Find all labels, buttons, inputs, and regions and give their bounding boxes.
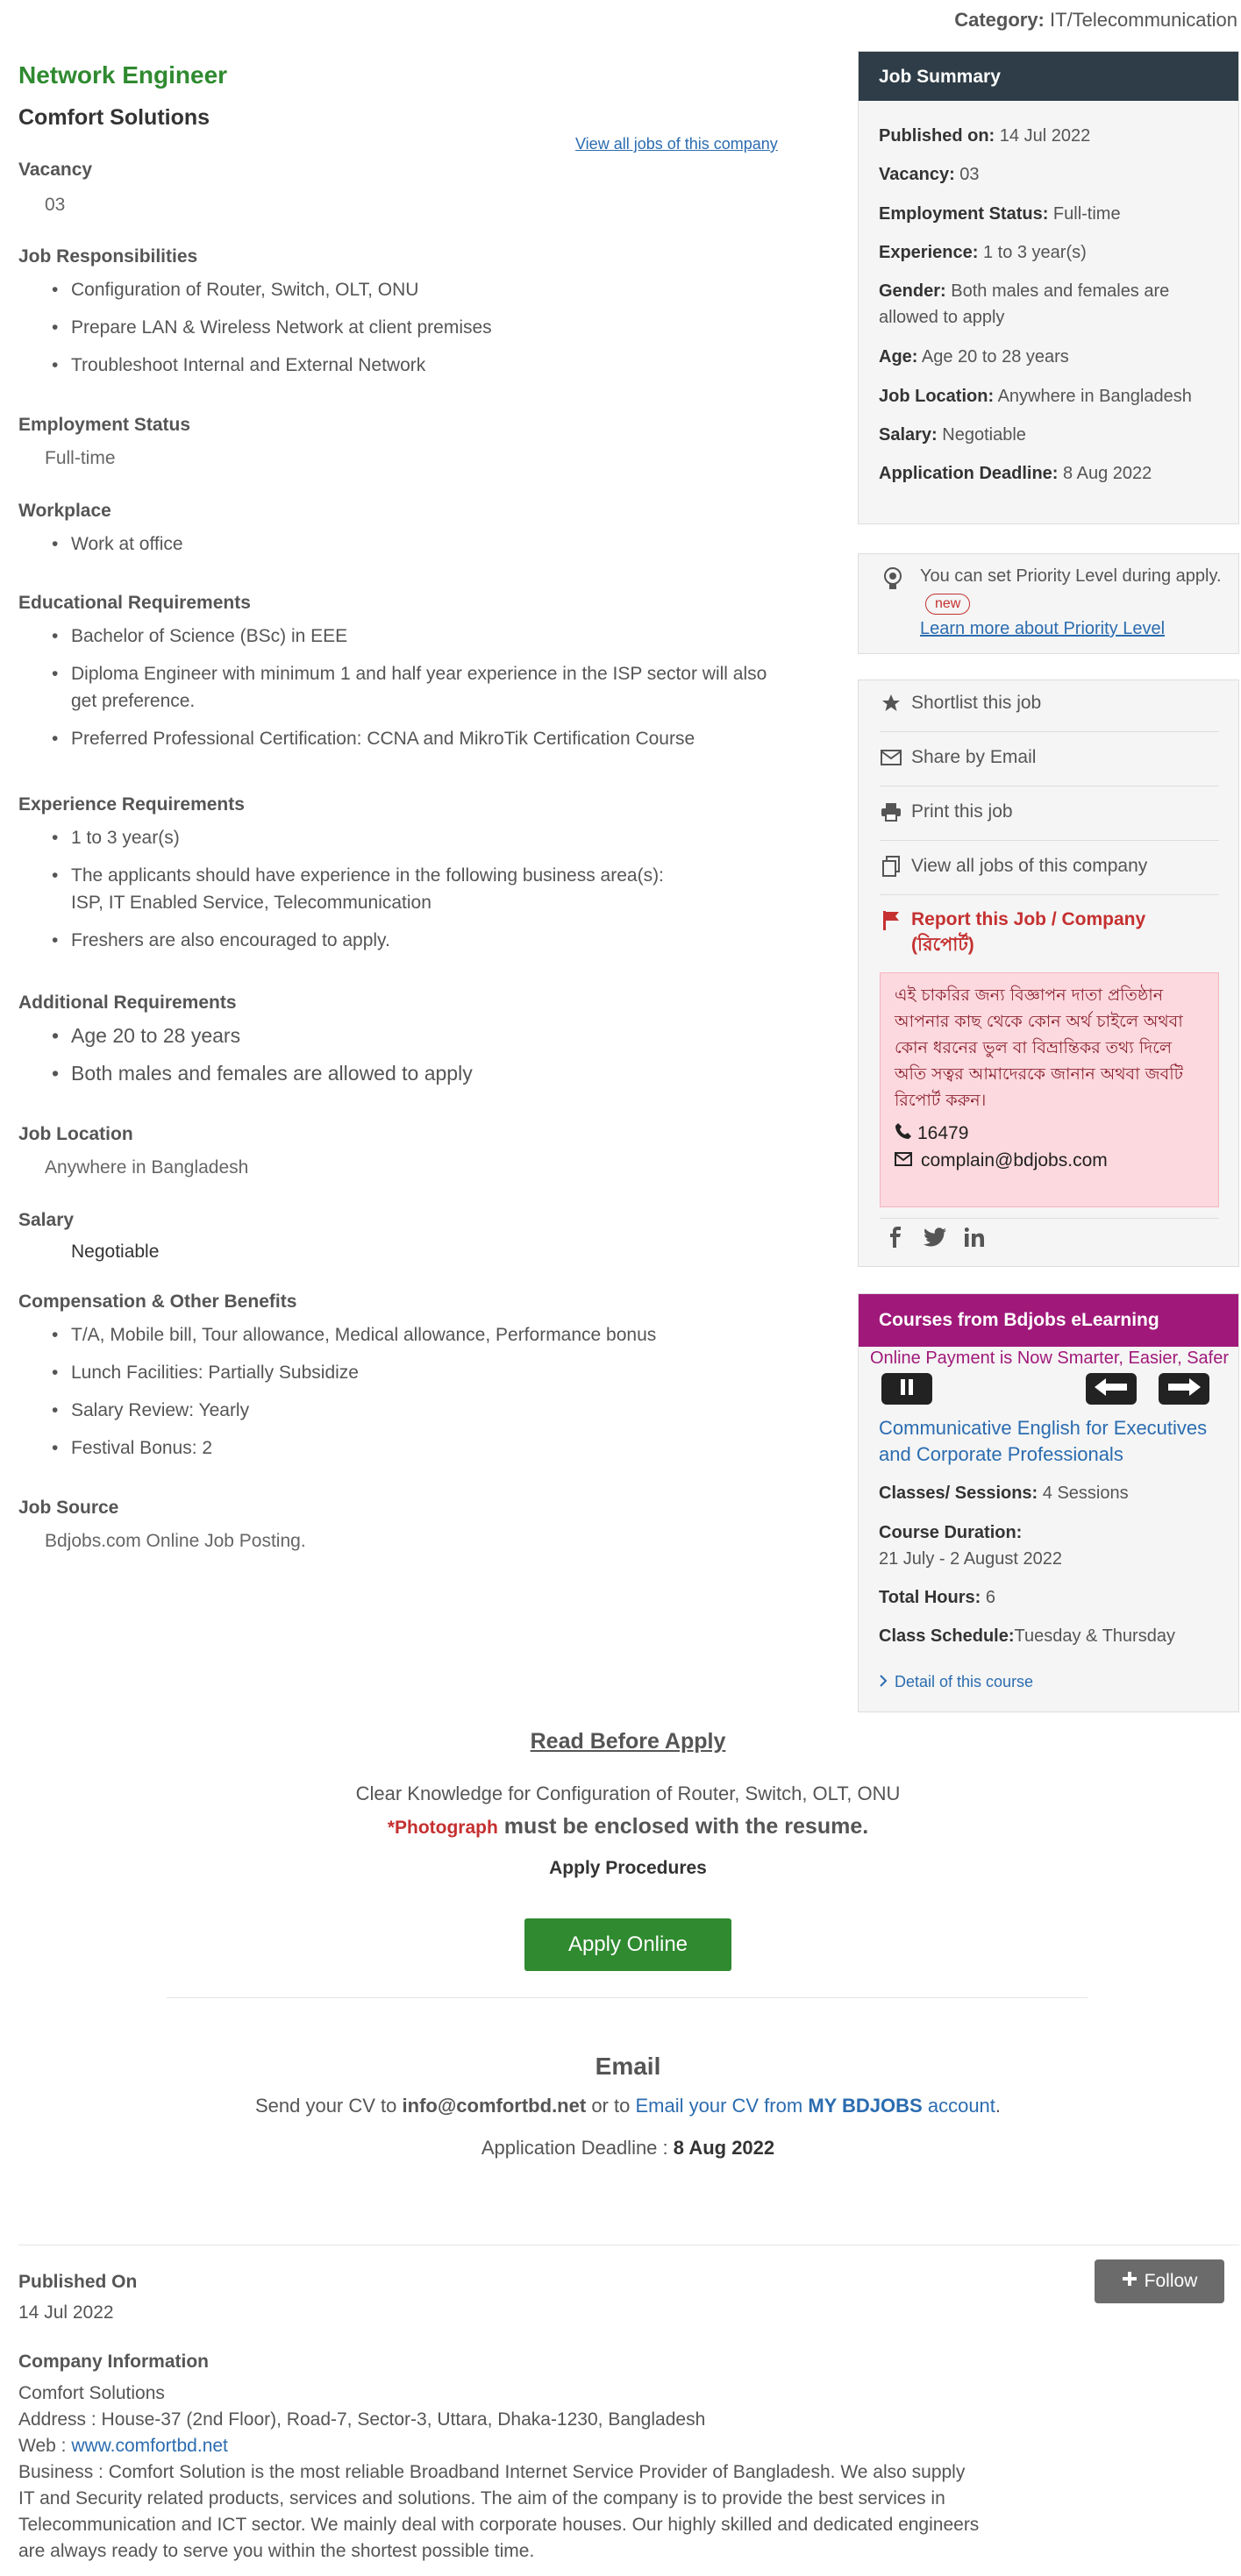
- priority-learn-more-link[interactable]: Learn more about Priority Level: [920, 619, 1166, 638]
- company-business-1: Business : Comfort Solution is the most reliable Broadband Internet Service Provider of Bangladesh. We also supply: [18, 2462, 966, 2482]
- photograph-note: [0, 1814, 1241, 1839]
- apply-procedures-title: Apply Procedures: [549, 1858, 707, 1878]
- priority-level-panel: [858, 553, 1239, 654]
- summary-vacancy: Vacancy: 03: [879, 165, 980, 184]
- course-schedule: Class Schedule:Tuesday & Thursday: [879, 1626, 1175, 1646]
- company-business-2: IT and Security related products, services and solutions. The aim of the company is to provide the best services in: [18, 2488, 945, 2508]
- summary-salary: Salary: Negotiable: [879, 425, 1026, 445]
- application-deadline: Application Deadline : 8 Aug 2022: [481, 2137, 775, 2159]
- company-business-3: Telecommunication and ICT sector. We mainly deal with corporate houses. Our highly skilled and dedicated engineers: [18, 2515, 980, 2535]
- list-item: • Prepare LAN & Wireless Network at client premises: [18, 314, 808, 341]
- apply-online-button[interactable]: Apply Online: [524, 1918, 731, 1971]
- divider: [167, 1997, 1088, 1998]
- course-detail-link[interactable]: Detail of this course: [879, 1673, 1033, 1691]
- job-title: Network Engineer: [18, 61, 228, 89]
- pause-button[interactable]: [881, 1373, 932, 1405]
- job-location-title: Job Location: [18, 1124, 133, 1144]
- arrow-right-icon: [1166, 1377, 1202, 1401]
- responsibilities-list: [18, 276, 808, 389]
- list-item: • T/A, Mobile bill, Tour allowance, Medical allowance, Performance bonus: [18, 1321, 808, 1348]
- course-title-link[interactable]: Communicative English for Executives and Corporate Professionals: [879, 1417, 1208, 1465]
- company-info-title: Company Information: [18, 2352, 210, 2372]
- list-item: • Festival Bonus: 2: [18, 1434, 808, 1462]
- printer-icon: [880, 801, 902, 823]
- category: [954, 9, 1237, 32]
- course-hours: Total Hours: 6: [879, 1588, 995, 1607]
- experience-title: Experience Requirements: [18, 794, 245, 815]
- summary-age: Age: Age 20 to 28 years: [879, 347, 1069, 366]
- job-location-value: Anywhere in Bangladesh: [45, 1157, 249, 1178]
- apply-knowledge: Clear Knowledge for Configuration of Router, Switch, OLT, ONU: [355, 1783, 901, 1804]
- list-item: • Salary Review: Yearly: [18, 1397, 808, 1424]
- plus-icon: [1122, 2271, 1138, 2292]
- facebook-icon[interactable]: [885, 1227, 906, 1248]
- photograph-text: must be enclosed with the resume.: [503, 1814, 869, 1839]
- priority-text: You can set Priority Level during apply.: [920, 566, 1222, 586]
- list-item: • Bachelor of Science (BSc) in EEE: [18, 623, 790, 650]
- courses-panel: [858, 1293, 1239, 1712]
- courses-marquee: Online Payment is Now Smarter, Easier, Safer: [869, 1348, 1230, 1368]
- additional-title: Additional Requirements: [18, 993, 237, 1013]
- published-on-value: 14 Jul 2022: [18, 2302, 114, 2323]
- list-item: • The applicants should have experience in the following business area(s):: [18, 862, 808, 889]
- job-summary-title: Job Summary: [859, 52, 1238, 101]
- next-button[interactable]: [1159, 1373, 1209, 1405]
- pause-icon: [899, 1378, 915, 1400]
- education-list: [18, 623, 790, 763]
- vacancy-value: 03: [45, 195, 66, 215]
- report-email[interactable]: complain@bdjobs.com: [921, 1150, 1108, 1171]
- report-bn-label: (রিপোর্ট): [911, 935, 974, 955]
- category-label: Category:: [954, 9, 1045, 31]
- company-address: Address : House-37 (2nd Floor), Road-7, Sector-3, Uttara, Dhaka-1230, Bangladesh: [18, 2409, 706, 2430]
- course-duration-value: 21 July - 2 August 2022: [879, 1549, 1063, 1569]
- job-summary-panel: [858, 51, 1239, 524]
- salary-title: Salary: [18, 1210, 75, 1230]
- print-button[interactable]: Print this job: [880, 801, 1013, 823]
- course-duration-label: Course Duration:: [879, 1523, 1023, 1542]
- benefits-title: Compensation & Other Benefits: [18, 1292, 297, 1312]
- report-warning-box: [880, 972, 1219, 1207]
- benefits-list: [18, 1321, 808, 1472]
- responsibilities-title: Job Responsibilities: [18, 246, 198, 267]
- experience-list: [18, 824, 808, 964]
- report-warning-text: এই চাকরির জন্য বিজ্ঞাপন দাতা প্রতিষ্ঠান আপনার কাছ থেকে কোন অর্থ চাইলে অথবা কোন ধরনের ভুল বা বিভ্রান্তিকর তথ্য দিলে অতি সত্বর আমাদেরকে জানান অথবা জবটি রিপোর্ট করুন।: [895, 986, 1183, 1110]
- arrow-left-icon: [1094, 1377, 1129, 1401]
- share-email-button[interactable]: Share by Email: [880, 746, 1036, 769]
- lightbulb-icon: [881, 566, 904, 597]
- company-info-name: Comfort Solutions: [18, 2383, 165, 2403]
- email-cv-link[interactable]: Email your CV from MY BDJOBS account: [635, 2095, 995, 2117]
- shortlist-button[interactable]: Shortlist this job: [880, 692, 1041, 715]
- summary-published: Published on: 14 Jul 2022: [879, 126, 1091, 146]
- list-item: • Lunch Facilities: Partially Subsidize: [18, 1359, 808, 1386]
- social-share: [885, 1227, 985, 1248]
- list-item: • Troubleshoot Internal and External Network: [18, 352, 808, 379]
- list-item: • Configuration of Router, Switch, OLT, ONU: [18, 276, 808, 303]
- company-info: [18, 2380, 1159, 2565]
- list-item: • Diploma Engineer with minimum 1 and half year experience in the ISP sector will also get preference.: [18, 660, 790, 715]
- salary-value: Negotiable: [71, 1242, 160, 1262]
- vacancy-title: Vacancy: [18, 160, 93, 180]
- course-classes: Classes/ Sessions: 4 Sessions: [879, 1484, 1129, 1503]
- employment-status-value: Full-time: [45, 448, 116, 468]
- job-source-value: Bdjobs.com Online Job Posting.: [45, 1531, 306, 1551]
- job-actions-panel: [858, 680, 1239, 1267]
- read-before-apply-title: Read Before Apply: [530, 1729, 726, 1754]
- twitter-icon[interactable]: [924, 1227, 946, 1248]
- list-item: • Age 20 to 28 years: [18, 1022, 808, 1050]
- summary-experience: Experience: 1 to 3 year(s): [879, 243, 1087, 262]
- summary-deadline: Application Deadline: 8 Aug 2022: [879, 464, 1152, 483]
- company-web-link[interactable]: www.comfortbd.net: [71, 2436, 228, 2456]
- workplace-title: Workplace: [18, 501, 111, 521]
- list-item: • Both males and females are allowed to apply: [18, 1060, 808, 1087]
- report-label: Report this Job / Company: [911, 909, 1146, 929]
- additional-list: [18, 1022, 808, 1098]
- email-title: Email: [595, 2053, 661, 2080]
- view-all-jobs-button[interactable]: View all jobs of this company: [880, 855, 1147, 878]
- photograph-label: *Photograph: [387, 1818, 498, 1838]
- follow-button[interactable]: Follow: [1095, 2259, 1224, 2303]
- prev-button[interactable]: [1086, 1373, 1137, 1405]
- company-business-4: are always ready to serve you within the shortest possible time.: [18, 2541, 535, 2561]
- star-icon: [880, 692, 902, 715]
- report-phone[interactable]: 16479: [917, 1123, 969, 1143]
- list-item: • Freshers are also encouraged to apply.: [18, 927, 808, 954]
- chevron-right-icon: [879, 1673, 888, 1691]
- courses-title: Courses from Bdjobs eLearning: [859, 1294, 1238, 1347]
- copy-icon: [880, 855, 902, 878]
- job-source-title: Job Source: [18, 1498, 119, 1518]
- envelope-icon: [895, 1150, 912, 1171]
- summary-gender: Gender: Both males and females are allowed to apply: [879, 281, 1170, 327]
- linkedin-icon[interactable]: [964, 1227, 985, 1248]
- view-all-jobs-link[interactable]: View all jobs of this company: [575, 135, 778, 153]
- workplace-list: [18, 530, 808, 568]
- envelope-icon: [880, 746, 902, 769]
- company-name: Comfort Solutions: [18, 105, 210, 130]
- education-title: Educational Requirements: [18, 593, 251, 613]
- new-badge: new: [925, 594, 970, 615]
- published-on-title: Published On: [18, 2272, 138, 2292]
- employment-status-title: Employment Status: [18, 415, 191, 435]
- report-button[interactable]: [880, 909, 1145, 961]
- company-web: Web : www.comfortbd.net: [18, 2436, 228, 2456]
- summary-job-location: Job Location: Anywhere in Bangladesh: [879, 387, 1192, 406]
- flag-icon: [880, 909, 902, 932]
- list-item: • Preferred Professional Certification: CCNA and MikroTik Certification Course: [18, 725, 790, 752]
- list-item: • 1 to 3 year(s): [18, 824, 808, 851]
- phone-icon: [895, 1122, 912, 1145]
- summary-employment-status: Employment Status: Full-time: [879, 204, 1121, 224]
- company-email: info@comfortbd.net: [402, 2095, 587, 2117]
- list-item: • Work at office: [18, 530, 808, 558]
- list-item-continuation: ISP, IT Enabled Service, Telecommunication: [71, 893, 431, 913]
- category-value: IT/Telecommunication: [1050, 9, 1237, 31]
- send-cv-text: Send your CV to info@comfortbd.net or to Email your CV from MY BDJOBS account.: [254, 2095, 1002, 2117]
